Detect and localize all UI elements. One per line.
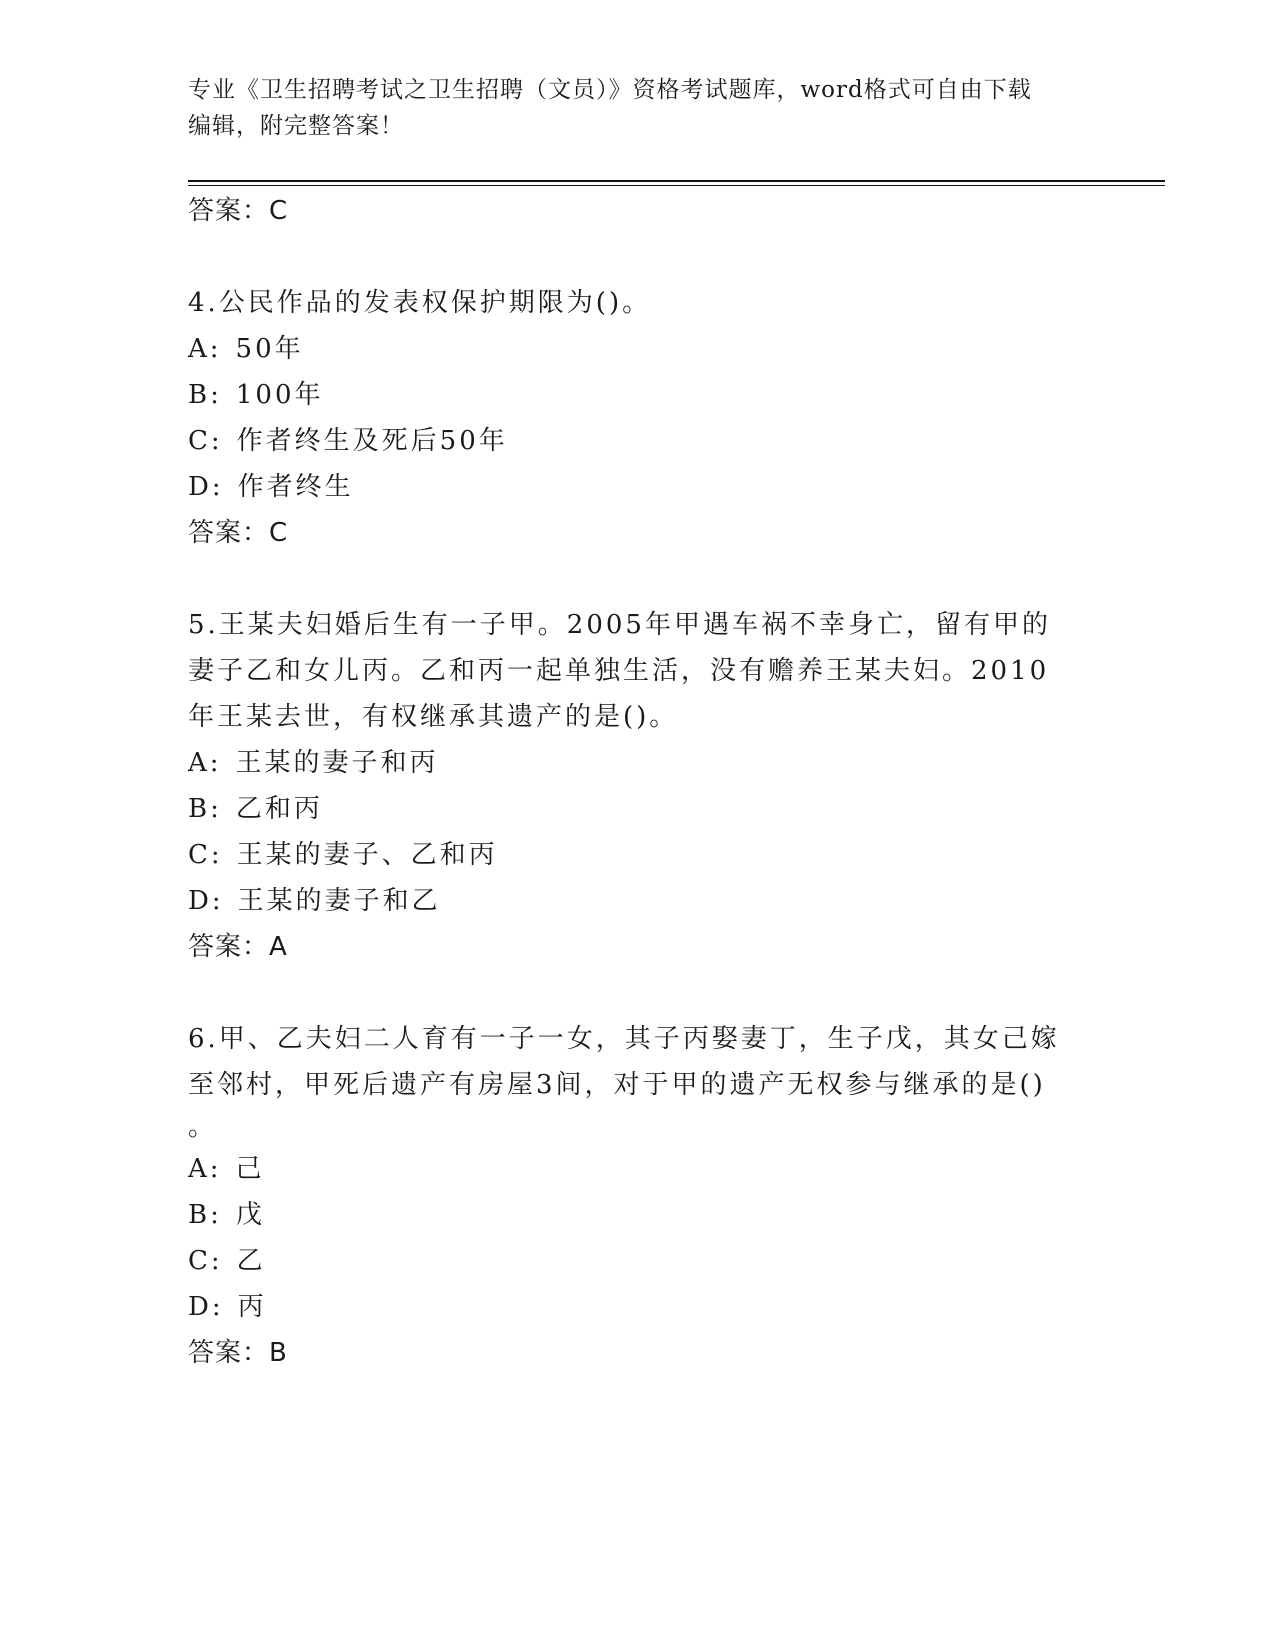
question-4 (188, 280, 1088, 556)
question-list (188, 188, 1088, 1376)
option-text: 王某的妻子和丙 (235, 748, 439, 778)
spacer (188, 556, 1088, 602)
option-text: 王某的妻子和乙 (237, 886, 441, 916)
option-letter: C: (188, 840, 223, 870)
answer-line: 答案：B (188, 1338, 288, 1368)
option-text: 己 (235, 1154, 265, 1184)
header-line-2: 编辑，附完整答案！ (188, 113, 404, 139)
option-c (188, 832, 1088, 878)
spacer (188, 234, 1088, 280)
option-text: 100年 (235, 380, 324, 410)
previous-answer: 答案：C (188, 196, 289, 226)
question-5 (188, 602, 1088, 970)
option-b (188, 372, 1088, 418)
option-b (188, 786, 1088, 832)
document-header (188, 72, 1068, 144)
question-stem: 5.王某夫妇婚后生有一子甲。2005年甲遇车祸不幸身亡，留有甲的妻子乙和女儿丙。乙和丙一起单独生活，没有赡养王某夫妇。2010年王某去世，有权继承其遗产的是()。 (188, 610, 1051, 732)
option-letter: B: (188, 1200, 222, 1230)
option-letter: A: (188, 1154, 222, 1184)
question-stem: 4.公民作品的发表权保护期限为()。 (188, 288, 652, 318)
option-letter: C: (188, 1246, 223, 1276)
option-letter: D: (188, 886, 224, 916)
header-divider (188, 180, 1165, 182)
answer-line: 答案：C (188, 518, 289, 548)
option-d (188, 1284, 1088, 1330)
question-stem (188, 1016, 1068, 1146)
option-text: 乙和丙 (235, 794, 323, 824)
option-text: 作者终生及死后50年 (236, 426, 508, 456)
option-letter: A: (188, 334, 222, 364)
option-b (188, 1192, 1088, 1238)
spacer (188, 970, 1088, 1016)
option-d (188, 464, 1088, 510)
option-a (188, 326, 1088, 372)
header-divider-thin (188, 185, 1165, 186)
option-letter: B: (188, 380, 222, 410)
option-a (188, 740, 1088, 786)
option-letter: C: (188, 426, 223, 456)
option-text: 50年 (235, 334, 304, 364)
option-text: 戊 (235, 1200, 265, 1230)
option-text: 丙 (237, 1292, 267, 1322)
option-text: 乙 (236, 1246, 266, 1276)
option-a (188, 1146, 1088, 1192)
option-text: 作者终生 (237, 472, 354, 502)
option-c (188, 418, 1088, 464)
option-letter: D: (188, 472, 224, 502)
answer-line: 答案：A (188, 932, 288, 962)
option-letter: D: (188, 1292, 224, 1322)
option-d (188, 878, 1088, 924)
question-stem-text: 6.甲、乙夫妇二人育有一子一女，其子丙娶妻丁，生子戊，其女己嫁至邻村，甲死后遗产有房屋3间，对于甲的遗产无权参与继承的是() (188, 1024, 1060, 1100)
option-c (188, 1238, 1088, 1284)
question-6 (188, 1016, 1088, 1376)
option-letter: A: (188, 748, 222, 778)
question-stem-tail: 。 (188, 1112, 218, 1142)
option-letter: B: (188, 794, 222, 824)
header-line-1: 专业《卫生招聘考试之卫生招聘（文员）》资格考试题库，word格式可自由下载 (188, 77, 1032, 103)
option-text: 王某的妻子、乙和丙 (236, 840, 498, 870)
